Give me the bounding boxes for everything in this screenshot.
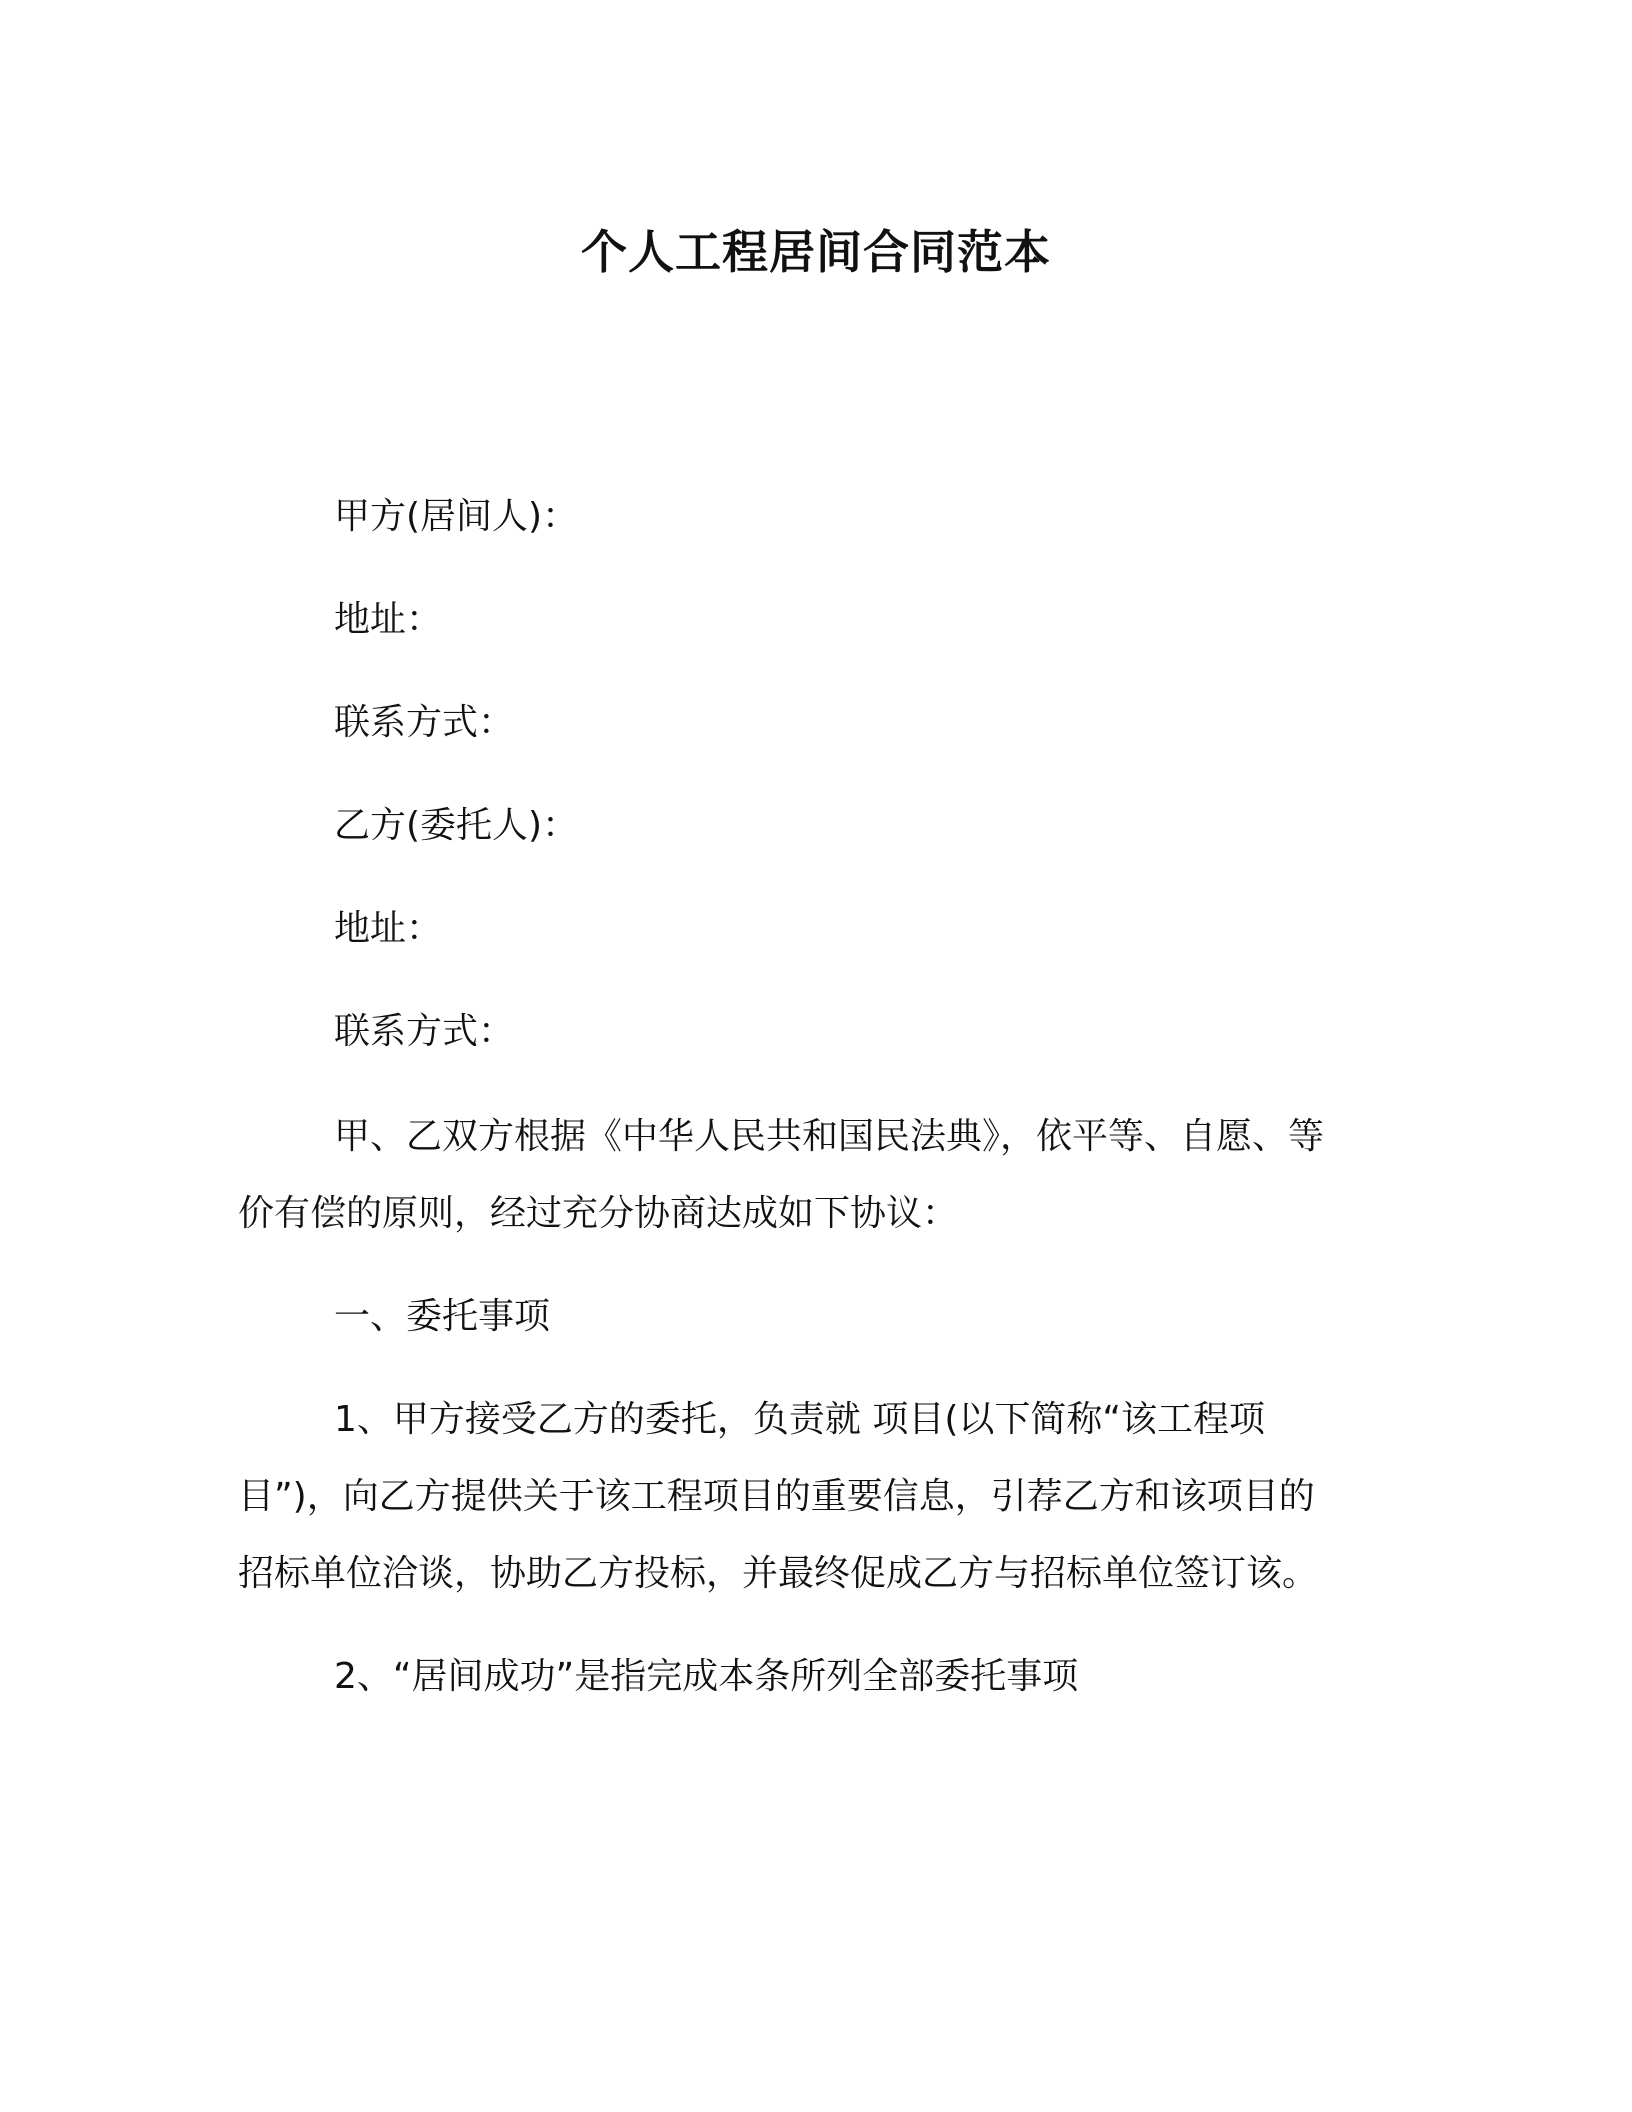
preamble-line-1: 甲、乙双方根据《中华人民共和国民法典》，依平等、自愿、等 <box>334 1116 1325 1157</box>
clause-1-line-3: 招标单位洽谈，协助乙方投标，并最终促成乙方与招标单位签订该。 <box>238 1553 1319 1594</box>
clause-1-line-1: 1、甲方接受乙方的委托，负责就 项目(以下简称“该工程项 <box>334 1399 1266 1440</box>
party-a-contact-label: 联系方式： <box>334 702 515 743</box>
clause-2-line-1: 2、“居间成功”是指完成本条所列全部委托事项 <box>334 1656 1079 1697</box>
section-1-heading: 一、委托事项 <box>334 1296 551 1337</box>
party-b-label: 乙方(委托人)： <box>334 805 579 846</box>
clause-1-line-2: 目”)，向乙方提供关于该工程项目的重要信息，引荐乙方和该项目的 <box>238 1476 1315 1517</box>
document-title: 个人工程居间合同范本 <box>581 225 1051 279</box>
party-b-address-label: 地址： <box>334 908 443 949</box>
preamble-line-2: 价有偿的原则，经过充分协商达成如下协议： <box>238 1193 959 1234</box>
party-a-label: 甲方(居间人)： <box>334 496 579 537</box>
party-b-contact-label: 联系方式： <box>334 1011 515 1052</box>
party-a-address-label: 地址： <box>334 599 443 640</box>
